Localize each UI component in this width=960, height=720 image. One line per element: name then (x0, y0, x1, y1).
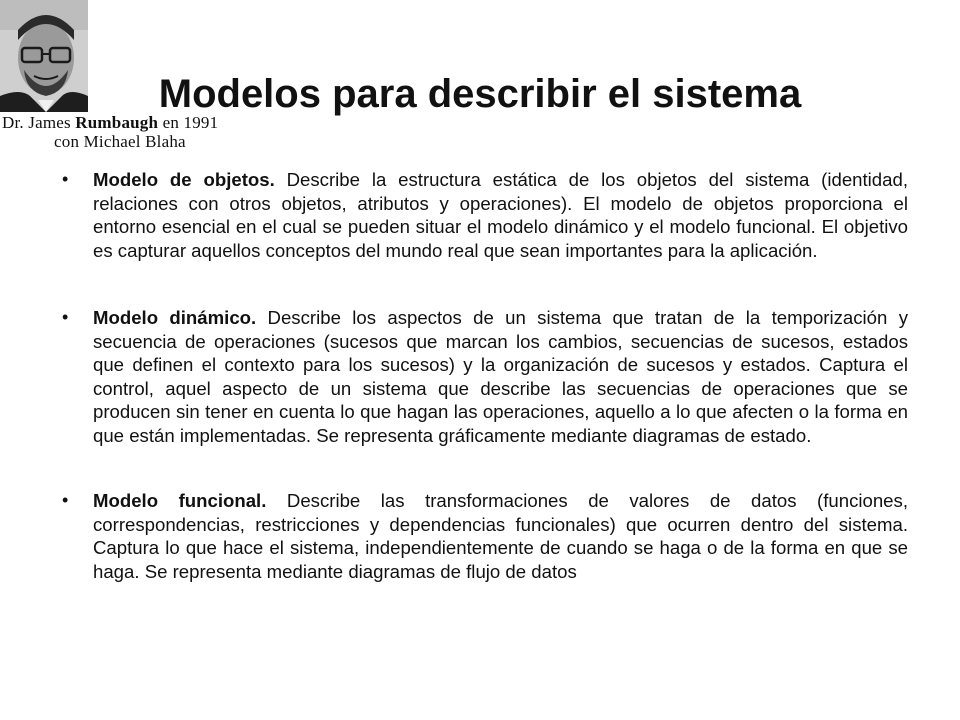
photo-caption (2, 113, 262, 151)
bullet-item-objects (62, 168, 908, 262)
bullet-icon: • (62, 490, 69, 510)
caption-name: Rumbaugh (75, 113, 159, 132)
caption-prefix: Dr. James (2, 113, 76, 132)
bullet-item-dynamic (62, 306, 908, 447)
bullet-icon: • (62, 307, 69, 327)
bullet-term: Modelo funcional. (93, 490, 267, 511)
caption-suffix: en 1991 (158, 113, 219, 132)
bullet-item-functional (62, 489, 908, 583)
slide-title: Modelos para describir el sistema (158, 72, 802, 116)
bullet-list (62, 168, 908, 627)
bullet-term: Modelo de objetos. (93, 169, 275, 190)
caption-line2: con Michael Blaha (54, 132, 186, 151)
bullet-text: Describe la estructura estática de los objetos del sistema (identidad, relaciones con otros objetos, atributos y operaciones). El modelo de objetos proporciona el entorno esencial en el cual se pueden situar el modelo dinámico y el modelo funcional. El objetivo es capturar aquellos conceptos del mundo real que sean importantes para la aplicación. (93, 169, 908, 261)
bullet-icon: • (62, 169, 69, 189)
bullet-term: Modelo dinámico. (93, 307, 257, 328)
bullet-text: Describe las transformaciones de valores de datos (funciones, correspondencias, restricciones y dependencias funcionales) que ocurren dentro del sistema. Captura lo que hace el sistema, independientemente de cuando se haga o de la forma en que se haga. Se representa mediante diagramas de flujo de datos (93, 490, 908, 582)
bullet-text: Describe los aspectos de un sistema que tratan de la temporización y secuencia de operaciones (sucesos que marcan los cambios, secuencias de sucesos, estados que definen el contexto para los sucesos) y la organización de sucesos y estados. Captura el control, aquel aspecto de un sistema que describe las secuencias de operaciones que se producen sin tener en cuenta lo que hagan las operaciones, aquello a lo que afecten o la forma en que están implementadas. Se representa gráficamente mediante diagramas de estado. (93, 307, 908, 446)
